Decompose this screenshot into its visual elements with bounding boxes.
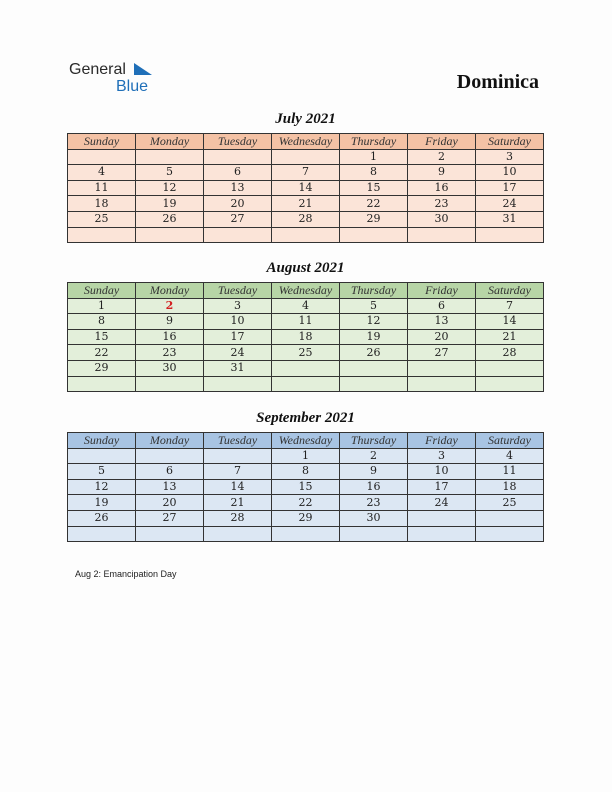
day-cell: 8 — [68, 314, 136, 330]
day-cell: 28 — [272, 211, 340, 227]
day-cell: 24 — [204, 345, 272, 361]
day-cell: 20 — [408, 329, 476, 345]
day-cell: 18 — [476, 479, 544, 495]
logo-triangle-icon — [134, 63, 154, 77]
week-row — [68, 329, 544, 345]
day-cell — [68, 149, 136, 165]
day-cell — [68, 448, 136, 464]
weekday-header: Monday — [136, 433, 204, 449]
day-cell — [408, 376, 476, 392]
day-cell: 14 — [272, 180, 340, 196]
week-row — [68, 227, 544, 243]
day-cell — [272, 149, 340, 165]
day-cell: 3 — [204, 298, 272, 314]
day-cell — [204, 149, 272, 165]
day-cell — [476, 376, 544, 392]
day-cell: 26 — [68, 510, 136, 526]
day-cell: 9 — [136, 314, 204, 330]
day-cell — [340, 376, 408, 392]
day-cell — [272, 376, 340, 392]
weekday-header: Monday — [136, 283, 204, 299]
day-cell: 25 — [68, 211, 136, 227]
day-cell — [272, 360, 340, 376]
day-cell — [136, 526, 204, 542]
day-cell: 16 — [340, 479, 408, 495]
country-title: Dominica — [456, 71, 539, 93]
day-cell: 27 — [136, 510, 204, 526]
day-cell — [204, 526, 272, 542]
week-row — [68, 149, 544, 165]
day-cell: 22 — [68, 345, 136, 361]
day-cell: 31 — [476, 211, 544, 227]
day-cell: 20 — [204, 196, 272, 212]
day-cell — [68, 526, 136, 542]
day-cell: 21 — [272, 196, 340, 212]
day-cell: 19 — [340, 329, 408, 345]
weekday-header: Monday — [136, 134, 204, 150]
day-cell: 21 — [204, 495, 272, 511]
day-cell: 2 — [408, 149, 476, 165]
calendar-august — [67, 282, 544, 392]
day-cell — [136, 227, 204, 243]
day-cell: 5 — [68, 464, 136, 480]
weekday-header: Saturday — [476, 433, 544, 449]
day-cell: 1 — [340, 149, 408, 165]
weekday-header: Tuesday — [204, 283, 272, 299]
day-cell: 14 — [204, 479, 272, 495]
day-cell: 11 — [68, 180, 136, 196]
day-cell: 29 — [68, 360, 136, 376]
day-cell: 28 — [204, 510, 272, 526]
week-row — [68, 211, 544, 227]
day-cell — [408, 227, 476, 243]
day-cell: 13 — [204, 180, 272, 196]
week-row — [68, 376, 544, 392]
day-cell: 3 — [476, 149, 544, 165]
weekday-header-row — [68, 134, 544, 150]
day-cell: 9 — [340, 464, 408, 480]
day-cell — [476, 510, 544, 526]
calendar-july — [67, 133, 544, 243]
weekday-header: Sunday — [68, 134, 136, 150]
day-cell: 17 — [204, 329, 272, 345]
week-row — [68, 165, 544, 181]
day-cell: 23 — [136, 345, 204, 361]
day-cell: 7 — [272, 165, 340, 181]
day-cell: 22 — [272, 495, 340, 511]
day-cell: 25 — [272, 345, 340, 361]
day-cell: 8 — [272, 464, 340, 480]
day-cell: 16 — [136, 329, 204, 345]
day-cell: 30 — [408, 211, 476, 227]
week-row — [68, 180, 544, 196]
day-cell — [68, 376, 136, 392]
day-cell: 29 — [272, 510, 340, 526]
day-cell: 30 — [340, 510, 408, 526]
week-row — [68, 360, 544, 376]
day-cell: 27 — [408, 345, 476, 361]
day-cell: 3 — [408, 448, 476, 464]
day-cell — [204, 227, 272, 243]
weekday-header: Saturday — [476, 283, 544, 299]
day-cell — [340, 526, 408, 542]
day-cell: 2 — [340, 448, 408, 464]
day-cell: 25 — [476, 495, 544, 511]
day-cell: 31 — [204, 360, 272, 376]
holiday-note: Aug 2: Emancipation Day — [75, 569, 177, 579]
day-cell: 10 — [476, 165, 544, 181]
day-cell: 4 — [476, 448, 544, 464]
month-title-september: September 2021 — [256, 410, 355, 426]
weekday-header: Tuesday — [204, 134, 272, 150]
weekday-header: Sunday — [68, 283, 136, 299]
day-cell: 17 — [408, 479, 476, 495]
day-cell: 26 — [340, 345, 408, 361]
week-row — [68, 464, 544, 480]
day-cell: 18 — [68, 196, 136, 212]
day-cell — [272, 227, 340, 243]
week-row — [68, 345, 544, 361]
day-cell: 6 — [408, 298, 476, 314]
day-cell: 5 — [340, 298, 408, 314]
weekday-header: Tuesday — [204, 433, 272, 449]
weekday-header: Thursday — [340, 283, 408, 299]
week-row — [68, 495, 544, 511]
generalblue-logo — [69, 61, 169, 97]
month-title-july: July 2021 — [275, 111, 336, 127]
day-cell: 26 — [136, 211, 204, 227]
day-cell: 6 — [136, 464, 204, 480]
day-cell — [340, 360, 408, 376]
day-cell: 23 — [340, 495, 408, 511]
day-cell: 13 — [136, 479, 204, 495]
day-cell: 15 — [340, 180, 408, 196]
day-cell — [476, 360, 544, 376]
day-cell — [136, 448, 204, 464]
day-cell — [272, 526, 340, 542]
day-cell: 22 — [340, 196, 408, 212]
weekday-header-row — [68, 433, 544, 449]
day-cell: 1 — [272, 448, 340, 464]
day-cell: 4 — [68, 165, 136, 181]
day-cell — [204, 448, 272, 464]
logo-text-general: General — [69, 61, 126, 78]
holiday-day-cell: 2 — [136, 298, 204, 314]
day-cell: 27 — [204, 211, 272, 227]
week-row — [68, 510, 544, 526]
day-cell — [204, 376, 272, 392]
day-cell: 7 — [204, 464, 272, 480]
day-cell: 4 — [272, 298, 340, 314]
day-cell — [408, 510, 476, 526]
day-cell: 12 — [136, 180, 204, 196]
day-cell: 19 — [136, 196, 204, 212]
weekday-header: Wednesday — [272, 433, 340, 449]
weekday-header: Thursday — [340, 433, 408, 449]
day-cell — [476, 227, 544, 243]
day-cell: 17 — [476, 180, 544, 196]
day-cell: 5 — [136, 165, 204, 181]
weekday-header: Sunday — [68, 433, 136, 449]
day-cell: 13 — [408, 314, 476, 330]
day-cell: 29 — [340, 211, 408, 227]
weekday-header: Saturday — [476, 134, 544, 150]
day-cell: 7 — [476, 298, 544, 314]
week-row — [68, 298, 544, 314]
day-cell: 21 — [476, 329, 544, 345]
day-cell: 9 — [408, 165, 476, 181]
day-cell — [408, 360, 476, 376]
day-cell: 30 — [136, 360, 204, 376]
day-cell: 12 — [68, 479, 136, 495]
day-cell — [68, 227, 136, 243]
day-cell: 24 — [408, 495, 476, 511]
day-cell: 20 — [136, 495, 204, 511]
weekday-header: Friday — [408, 134, 476, 150]
day-cell: 15 — [68, 329, 136, 345]
day-cell: 10 — [408, 464, 476, 480]
week-row — [68, 479, 544, 495]
day-cell: 16 — [408, 180, 476, 196]
week-row — [68, 448, 544, 464]
day-cell: 28 — [476, 345, 544, 361]
day-cell: 6 — [204, 165, 272, 181]
weekday-header: Wednesday — [272, 134, 340, 150]
month-title-august: August 2021 — [266, 260, 345, 276]
calendar-september — [67, 432, 544, 542]
logo-text-blue: Blue — [116, 78, 149, 95]
day-cell: 23 — [408, 196, 476, 212]
day-cell: 14 — [476, 314, 544, 330]
day-cell: 19 — [68, 495, 136, 511]
weekday-header-row — [68, 283, 544, 299]
week-row — [68, 314, 544, 330]
week-row — [68, 196, 544, 212]
weekday-header: Thursday — [340, 134, 408, 150]
day-cell: 8 — [340, 165, 408, 181]
day-cell: 24 — [476, 196, 544, 212]
day-cell — [136, 149, 204, 165]
day-cell — [340, 227, 408, 243]
day-cell — [136, 376, 204, 392]
day-cell: 11 — [476, 464, 544, 480]
day-cell: 12 — [340, 314, 408, 330]
day-cell: 11 — [272, 314, 340, 330]
weekday-header: Friday — [408, 433, 476, 449]
weekday-header: Wednesday — [272, 283, 340, 299]
day-cell: 10 — [204, 314, 272, 330]
day-cell: 18 — [272, 329, 340, 345]
day-cell: 15 — [272, 479, 340, 495]
week-row — [68, 526, 544, 542]
day-cell — [408, 526, 476, 542]
day-cell: 1 — [68, 298, 136, 314]
weekday-header: Friday — [408, 283, 476, 299]
day-cell — [476, 526, 544, 542]
